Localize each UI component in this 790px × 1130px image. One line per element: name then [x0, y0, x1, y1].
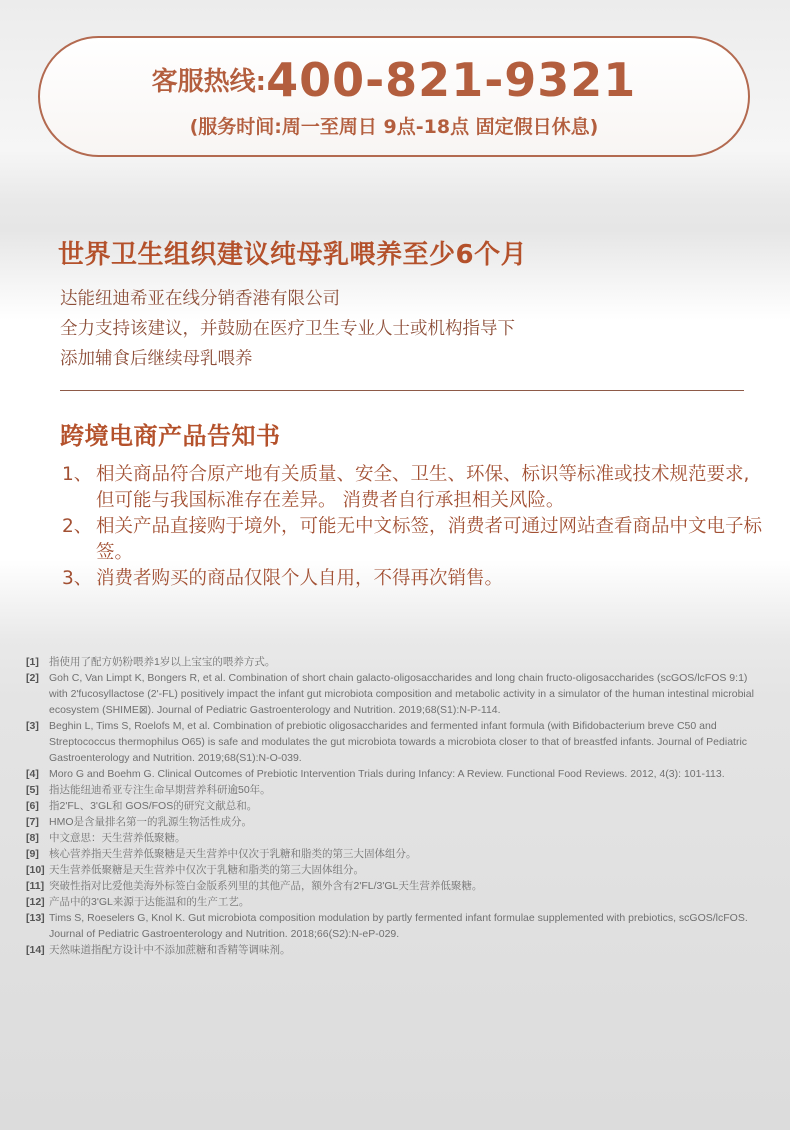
- reference-number: [13]: [26, 912, 45, 924]
- reference-number: [3]: [26, 720, 39, 732]
- reference-number: [7]: [26, 816, 39, 828]
- reference-number: [14]: [26, 944, 45, 956]
- reference-item: [26, 670, 762, 718]
- reference-number: [12]: [26, 896, 45, 908]
- reference-number: [2]: [26, 672, 39, 684]
- who-recommendation-title: 世界卫生组织建议纯母乳喂养至少6个月: [58, 240, 528, 270]
- reference-item: [26, 910, 762, 942]
- reference-text: 中文意思：天生营养低聚糖。: [49, 832, 186, 844]
- reference-item: [26, 782, 762, 798]
- reference-text: Goh C, Van Limpt K, Bongers R, et al. Combination of short chain galacto-oligosaccharides and long chain fructo-oligosaccharides (scGOS/lcFOS 9:1) with 2'fucosyllactose (2'-FL) positively impact the infant gut microbiota composition and metabolic activity in a simulator of the human intestinal microbial ecosystem (SHIME⊠). Journal of Pediatric Gastroenterology and Nutrition. 2019;68(S1):N-P-114.: [49, 672, 754, 716]
- reference-text: 突破性指对比爱他美海外标签白金版系列里的其他产品，额外含有2'FL/3'GL天生营养低聚糖。: [49, 880, 483, 892]
- reference-number: [1]: [26, 656, 39, 668]
- reference-text: Moro G and Boehm G. Clinical Outcomes of Prebiotic Intervention Trials during Infancy: A Review. Functional Food Reviews. 2012, 4(3): 101-113.: [49, 768, 725, 780]
- reference-item: [26, 654, 762, 670]
- notice-item-number: 1、: [62, 464, 93, 485]
- reference-text: Tims S, Roeselers G, Knol K. Gut microbiota composition modulation by partly fermented infant formulae supplemented with prebiotics, scGOS/lcFOS. Journal of Pediatric Gastroenterology and Nutrition. 2018;66(S2):N-eP-029.: [49, 912, 748, 940]
- notice-item-number: 2、: [62, 516, 93, 537]
- notice-item: [62, 462, 762, 514]
- reference-item: [26, 718, 762, 766]
- reference-item: [26, 846, 762, 862]
- who-line: 添加辅食后继续母乳喂养: [60, 349, 253, 369]
- reference-number: [10]: [26, 864, 45, 876]
- section-divider: [60, 390, 744, 391]
- reference-number: [9]: [26, 848, 39, 860]
- reference-text: 产品中的3'GL来源于达能温和的生产工艺。: [49, 896, 250, 908]
- reference-text: 天生营养低聚糖是天生营养中仅次于乳糖和脂类的第三大固体组分。: [49, 864, 364, 876]
- notice-item: [62, 514, 762, 566]
- reference-text: 天然味道指配方设计中不添加蔗糖和香精等调味剂。: [49, 944, 291, 956]
- reference-item: [26, 878, 762, 894]
- hotline-number: 400-821-9321: [266, 53, 637, 107]
- who-line: 全力支持该建议，并鼓励在医疗卫生专业人士或机构指导下: [60, 319, 515, 339]
- reference-item: [26, 766, 762, 782]
- service-hours: (服务时间:周一至周日 9点-18点 固定假日休息): [189, 116, 599, 138]
- notice-item-text: 相关商品符合原产地有关质量、安全、卫生、环保、标识等标准或技术规范要求,但可能与我国标准存在差异。 消费者自行承担相关风险。: [96, 464, 750, 511]
- who-recommendation-text: [60, 284, 515, 374]
- references-list: [26, 654, 762, 958]
- reference-number: [6]: [26, 800, 39, 812]
- reference-item: [26, 862, 762, 878]
- reference-item: [26, 942, 762, 958]
- reference-text: Beghin L, Tims S, Roelofs M, et al. Combination of prebiotic oligosaccharides and fermented infant formula (with Bifidobacterium breve C50 and Streptococcus thermophilus O65) is safe and modulates the gut microbiota towards a microbiota closer to that of breastfed infants. Journal of Pediatric Gastroenterology and Nutrition. 2019;68(S1):N-O-039.: [49, 720, 748, 764]
- reference-number: [4]: [26, 768, 39, 780]
- cross-border-notice-list: [62, 462, 762, 592]
- reference-number: [8]: [26, 832, 39, 844]
- cross-border-notice-title: 跨境电商产品告知书: [60, 422, 281, 450]
- reference-text: HMO是含量排名第一的乳源生物活性成分。: [49, 816, 252, 828]
- reference-text: 指2'FL、3'GL和 GOS/FOS的研究文献总和。: [49, 800, 258, 812]
- notice-item-text: 相关产品直接购于境外，可能无中文标签，消费者可通过网站查看商品中文电子标签。: [96, 516, 763, 563]
- customer-service-hotline-box: [38, 36, 750, 157]
- reference-number: [11]: [26, 880, 45, 892]
- hotline-label: 客服热线:: [151, 67, 267, 97]
- reference-text: 指达能纽迪希亚专注生命早期营养科研逾50年。: [49, 784, 271, 796]
- reference-item: [26, 894, 762, 910]
- reference-item: [26, 814, 762, 830]
- reference-text: 核心营养指天生营养低聚糖是天生营养中仅次于乳糖和脂类的第三大固体组分。: [49, 848, 417, 860]
- notice-item: [62, 566, 762, 592]
- reference-number: [5]: [26, 784, 39, 796]
- hotline-row: [40, 54, 748, 117]
- notice-item-number: 3、: [62, 568, 93, 589]
- notice-item-text: 消费者购买的商品仅限个人自用，不得再次销售。: [96, 568, 504, 589]
- reference-text: 指使用了配方奶粉喂养1岁以上宝宝的喂养方式。: [49, 656, 276, 668]
- who-line: 达能纽迪希亚在线分销香港有限公司: [60, 289, 340, 309]
- reference-item: [26, 830, 762, 846]
- reference-item: [26, 798, 762, 814]
